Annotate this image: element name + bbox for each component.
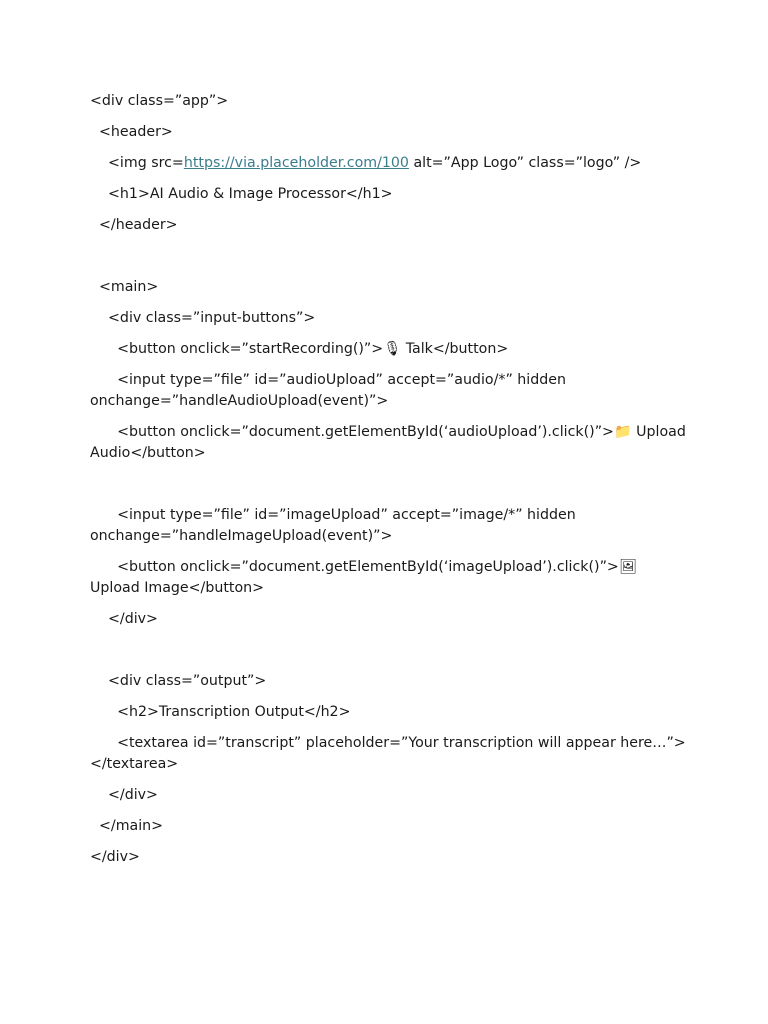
code-line: <button onclick=”document.getElementById(‘imageUpload’).click()”>🖼 Upload Image</button> [90,559,642,596]
code-line: <button onclick=”startRecording()”>🎙 Talk</button> [90,341,509,357]
code-line: <main> [90,279,159,295]
code-line: <input type=”file” id=”audioUpload” accept=”audio/*” hidden onchange=”handleAudioUpload(event)”> [90,372,571,409]
img-line-suffix: alt=”App Logo” class=”logo” /> [408,155,642,171]
code-line: <input type=”file” id=”imageUpload” accept=”image/*” hidden onchange=”handleImageUpload(event)”> [90,507,581,544]
code-line: </main> [90,818,164,834]
placeholder-url-link[interactable]: https://via.placeholder.com/100 [183,155,409,171]
blank-line [90,246,690,267]
code-line-img [90,153,690,174]
code-line: </div> [90,787,158,803]
code-line: <header> [90,124,173,140]
code-line: <div class=”app”> [90,93,229,109]
code-line: </header> [90,217,178,233]
code-line: </div> [90,611,158,627]
code-line: <h2>Transcription Output</h2> [90,704,351,720]
code-text-body [90,91,690,878]
img-line-prefix: <img src= [90,155,184,171]
code-line: <div class=”input-buttons”> [90,310,316,326]
blank-line [90,474,690,495]
code-line: </div> [90,849,140,865]
blank-line [90,640,690,661]
code-line: <textarea id=”transcript” placeholder=”Your transcription will appear here…”></textarea> [90,735,686,772]
code-line: <div class=”output”> [90,673,267,689]
code-line: <button onclick=”document.getElementById(‘audioUpload’).click()”>📁 Upload Audio</button> [90,424,691,461]
code-line: <h1>AI Audio & Image Processor</h1> [90,186,393,202]
